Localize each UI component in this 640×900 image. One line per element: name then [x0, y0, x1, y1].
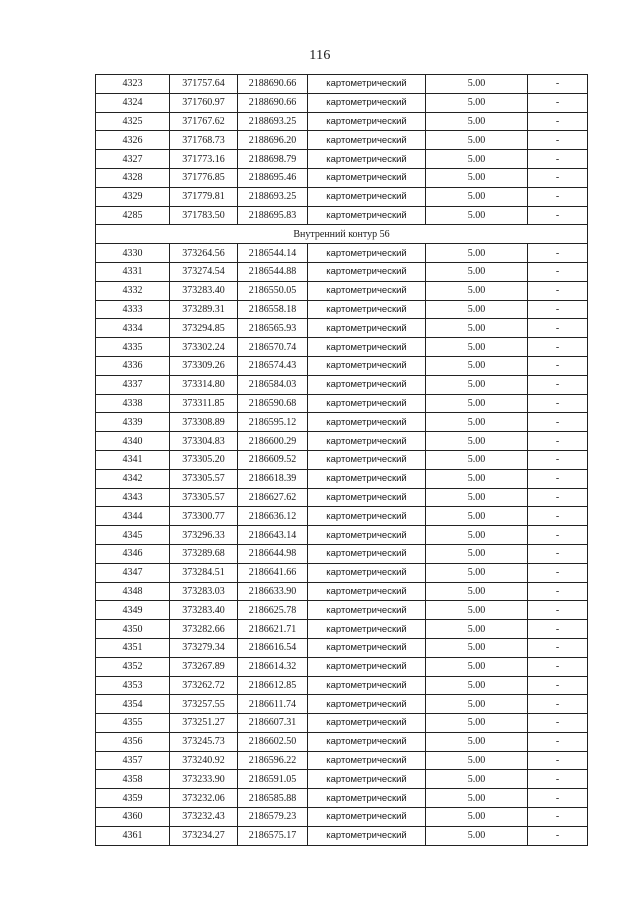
accuracy-value: 5.00: [426, 751, 528, 770]
point-description: -: [528, 338, 588, 357]
table-row: [96, 131, 588, 150]
point-number: 4335: [96, 338, 170, 357]
accuracy-value: 5.00: [426, 112, 528, 131]
point-description: -: [528, 601, 588, 620]
accuracy-value: 5.00: [426, 789, 528, 808]
table-row: [96, 168, 588, 187]
section-title: Внутренний контур 56: [96, 225, 588, 244]
table-row: [96, 300, 588, 319]
point-description: -: [528, 450, 588, 469]
table-row: [96, 375, 588, 394]
point-description: -: [528, 582, 588, 601]
coord-x: 371776.85: [170, 168, 238, 187]
table-row: [96, 319, 588, 338]
coord-y: 2186621.71: [238, 620, 308, 639]
point-description: -: [528, 676, 588, 695]
point-description: -: [528, 187, 588, 206]
point-number: 4344: [96, 507, 170, 526]
table-row: [96, 488, 588, 507]
rows-before-section: [96, 75, 588, 225]
point-number: 4351: [96, 638, 170, 657]
point-number: 4341: [96, 450, 170, 469]
coord-x: 373267.89: [170, 657, 238, 676]
coord-y: 2186595.12: [238, 413, 308, 432]
determination-method: картометрический: [308, 507, 426, 526]
point-description: -: [528, 244, 588, 263]
coord-x: 371779.81: [170, 187, 238, 206]
determination-method: картометрический: [308, 789, 426, 808]
coord-x: 373234.27: [170, 826, 238, 845]
point-number: 4355: [96, 714, 170, 733]
point-number: 4342: [96, 469, 170, 488]
coord-y: 2186584.03: [238, 375, 308, 394]
point-description: -: [528, 657, 588, 676]
coord-y: 2186612.85: [238, 676, 308, 695]
determination-method: картометрический: [308, 469, 426, 488]
table-row: [96, 789, 588, 808]
coord-y: 2188690.66: [238, 93, 308, 112]
accuracy-value: 5.00: [426, 544, 528, 563]
coord-x: 373305.57: [170, 469, 238, 488]
coord-x: 373294.85: [170, 319, 238, 338]
determination-method: картометрический: [308, 620, 426, 639]
coord-y: 2186570.74: [238, 338, 308, 357]
point-description: -: [528, 206, 588, 225]
accuracy-value: 5.00: [426, 695, 528, 714]
determination-method: картометрический: [308, 826, 426, 845]
point-description: -: [528, 526, 588, 545]
coord-x: 373251.27: [170, 714, 238, 733]
point-number: 4337: [96, 375, 170, 394]
point-description: -: [528, 112, 588, 131]
table-row: [96, 714, 588, 733]
accuracy-value: 5.00: [426, 131, 528, 150]
coord-x: 373232.06: [170, 789, 238, 808]
accuracy-value: 5.00: [426, 526, 528, 545]
point-description: -: [528, 150, 588, 169]
determination-method: картометрический: [308, 75, 426, 94]
accuracy-value: 5.00: [426, 375, 528, 394]
accuracy-value: 5.00: [426, 638, 528, 657]
accuracy-value: 5.00: [426, 620, 528, 639]
point-description: -: [528, 394, 588, 413]
point-number: 4339: [96, 413, 170, 432]
determination-method: картометрический: [308, 676, 426, 695]
point-number: 4354: [96, 695, 170, 714]
determination-method: картометрический: [308, 93, 426, 112]
coord-y: 2186591.05: [238, 770, 308, 789]
accuracy-value: 5.00: [426, 206, 528, 225]
determination-method: картометрический: [308, 394, 426, 413]
point-description: -: [528, 714, 588, 733]
coord-y: 2186627.62: [238, 488, 308, 507]
point-description: -: [528, 262, 588, 281]
coord-y: 2186590.68: [238, 394, 308, 413]
point-description: -: [528, 469, 588, 488]
point-number: 4343: [96, 488, 170, 507]
coord-y: 2186644.98: [238, 544, 308, 563]
accuracy-value: 5.00: [426, 75, 528, 94]
accuracy-value: 5.00: [426, 150, 528, 169]
table-row: [96, 338, 588, 357]
coord-y: 2188695.83: [238, 206, 308, 225]
coord-x: 373282.66: [170, 620, 238, 639]
table-row: [96, 638, 588, 657]
coord-x: 373308.89: [170, 413, 238, 432]
point-number: 4358: [96, 770, 170, 789]
point-number: 4327: [96, 150, 170, 169]
accuracy-value: 5.00: [426, 469, 528, 488]
determination-method: картометрический: [308, 187, 426, 206]
accuracy-value: 5.00: [426, 300, 528, 319]
point-description: -: [528, 507, 588, 526]
point-number: 4285: [96, 206, 170, 225]
table-row: [96, 563, 588, 582]
coord-x: 373284.51: [170, 563, 238, 582]
point-number: 4347: [96, 563, 170, 582]
point-description: -: [528, 356, 588, 375]
accuracy-value: 5.00: [426, 732, 528, 751]
accuracy-value: 5.00: [426, 187, 528, 206]
coord-x: 373300.77: [170, 507, 238, 526]
table-row: [96, 394, 588, 413]
point-number: 4331: [96, 262, 170, 281]
point-description: -: [528, 300, 588, 319]
table-row: [96, 620, 588, 639]
coord-y: 2186609.52: [238, 450, 308, 469]
point-number: 4352: [96, 657, 170, 676]
table-row: [96, 206, 588, 225]
accuracy-value: 5.00: [426, 338, 528, 357]
table-row: [96, 112, 588, 131]
point-number: 4361: [96, 826, 170, 845]
coord-y: 2186602.50: [238, 732, 308, 751]
point-description: -: [528, 808, 588, 827]
point-description: -: [528, 375, 588, 394]
determination-method: картометрический: [308, 244, 426, 263]
point-description: -: [528, 168, 588, 187]
point-number: 4348: [96, 582, 170, 601]
coord-x: 373279.34: [170, 638, 238, 657]
table-row: [96, 808, 588, 827]
determination-method: картометрический: [308, 751, 426, 770]
point-number: 4353: [96, 676, 170, 695]
determination-method: картометрический: [308, 808, 426, 827]
determination-method: картометрический: [308, 356, 426, 375]
point-description: -: [528, 826, 588, 845]
point-number: 4357: [96, 751, 170, 770]
coord-y: 2186625.78: [238, 601, 308, 620]
determination-method: картометрический: [308, 732, 426, 751]
determination-method: картометрический: [308, 714, 426, 733]
coord-y: 2186579.23: [238, 808, 308, 827]
determination-method: картометрический: [308, 526, 426, 545]
coord-y: 2188690.66: [238, 75, 308, 94]
accuracy-value: 5.00: [426, 262, 528, 281]
coord-x: 373309.26: [170, 356, 238, 375]
point-description: -: [528, 638, 588, 657]
point-description: -: [528, 620, 588, 639]
accuracy-value: 5.00: [426, 657, 528, 676]
accuracy-value: 5.00: [426, 319, 528, 338]
point-description: -: [528, 770, 588, 789]
point-description: -: [528, 789, 588, 808]
coord-y: 2188696.20: [238, 131, 308, 150]
table-row: [96, 262, 588, 281]
coord-x: 373289.31: [170, 300, 238, 319]
coord-y: 2186636.12: [238, 507, 308, 526]
point-number: 4323: [96, 75, 170, 94]
determination-method: картометрический: [308, 450, 426, 469]
point-number: 4334: [96, 319, 170, 338]
table-row: [96, 676, 588, 695]
coord-y: 2188693.25: [238, 112, 308, 131]
coord-y: 2186544.14: [238, 244, 308, 263]
point-number: 4332: [96, 281, 170, 300]
determination-method: картометрический: [308, 281, 426, 300]
coord-y: 2188695.46: [238, 168, 308, 187]
accuracy-value: 5.00: [426, 413, 528, 432]
point-number: 4333: [96, 300, 170, 319]
coord-x: 371773.16: [170, 150, 238, 169]
point-number: 4324: [96, 93, 170, 112]
determination-method: картометрический: [308, 338, 426, 357]
coord-y: 2186575.17: [238, 826, 308, 845]
coord-x: 371767.62: [170, 112, 238, 131]
coord-x: 373264.56: [170, 244, 238, 263]
table-row: [96, 244, 588, 263]
coord-y: 2186641.66: [238, 563, 308, 582]
point-number: 4338: [96, 394, 170, 413]
table-row: [96, 413, 588, 432]
table-row: [96, 75, 588, 94]
point-description: -: [528, 75, 588, 94]
table-row: [96, 751, 588, 770]
point-number: 4330: [96, 244, 170, 263]
point-number: 4346: [96, 544, 170, 563]
point-description: -: [528, 488, 588, 507]
point-description: -: [528, 544, 588, 563]
coord-x: 371768.73: [170, 131, 238, 150]
coord-y: 2186616.54: [238, 638, 308, 657]
determination-method: картометрический: [308, 112, 426, 131]
coord-y: 2186611.74: [238, 695, 308, 714]
coord-x: 371783.50: [170, 206, 238, 225]
table-row: [96, 732, 588, 751]
accuracy-value: 5.00: [426, 676, 528, 695]
coord-y: 2186565.93: [238, 319, 308, 338]
determination-method: картометрический: [308, 544, 426, 563]
point-description: -: [528, 413, 588, 432]
coord-x: 373314.80: [170, 375, 238, 394]
table-row: [96, 582, 588, 601]
determination-method: картометрический: [308, 300, 426, 319]
determination-method: картометрический: [308, 413, 426, 432]
coord-x: 373302.24: [170, 338, 238, 357]
coord-y: 2186618.39: [238, 469, 308, 488]
table-row: [96, 657, 588, 676]
accuracy-value: 5.00: [426, 394, 528, 413]
determination-method: картометрический: [308, 319, 426, 338]
point-description: -: [528, 93, 588, 112]
determination-method: картометрический: [308, 150, 426, 169]
coord-y: 2186558.18: [238, 300, 308, 319]
coord-x: 373283.40: [170, 601, 238, 620]
coord-x: 373240.92: [170, 751, 238, 770]
section-header-group: [96, 225, 588, 244]
section-header-row: [96, 225, 588, 244]
table-row: [96, 601, 588, 620]
table-row: [96, 150, 588, 169]
coord-y: 2188698.79: [238, 150, 308, 169]
coord-x: 373274.54: [170, 262, 238, 281]
accuracy-value: 5.00: [426, 488, 528, 507]
point-number: 4359: [96, 789, 170, 808]
accuracy-value: 5.00: [426, 507, 528, 526]
accuracy-value: 5.00: [426, 244, 528, 263]
table-row: [96, 544, 588, 563]
coord-x: 371760.97: [170, 93, 238, 112]
coord-x: 373233.90: [170, 770, 238, 789]
point-number: 4328: [96, 168, 170, 187]
coord-x: 373311.85: [170, 394, 238, 413]
determination-method: картометрический: [308, 432, 426, 451]
point-description: -: [528, 751, 588, 770]
determination-method: картометрический: [308, 695, 426, 714]
accuracy-value: 5.00: [426, 582, 528, 601]
coord-y: 2186596.22: [238, 751, 308, 770]
coord-x: 373304.83: [170, 432, 238, 451]
coord-y: 2186544.88: [238, 262, 308, 281]
determination-method: картометрический: [308, 131, 426, 150]
point-number: 4340: [96, 432, 170, 451]
coord-x: 373262.72: [170, 676, 238, 695]
coord-y: 2188693.25: [238, 187, 308, 206]
accuracy-value: 5.00: [426, 281, 528, 300]
coord-x: 373305.57: [170, 488, 238, 507]
table-row: [96, 826, 588, 845]
table-row: [96, 93, 588, 112]
point-number: 4356: [96, 732, 170, 751]
page-number: 116: [309, 48, 331, 63]
table-row: [96, 432, 588, 451]
determination-method: картометрический: [308, 168, 426, 187]
table-row: [96, 526, 588, 545]
table-row: [96, 507, 588, 526]
accuracy-value: 5.00: [426, 93, 528, 112]
determination-method: картометрический: [308, 601, 426, 620]
accuracy-value: 5.00: [426, 714, 528, 733]
accuracy-value: 5.00: [426, 826, 528, 845]
determination-method: картометрический: [308, 262, 426, 281]
accuracy-value: 5.00: [426, 808, 528, 827]
coord-x: 371757.64: [170, 75, 238, 94]
point-number: 4325: [96, 112, 170, 131]
point-number: 4329: [96, 187, 170, 206]
point-description: -: [528, 281, 588, 300]
point-number: 4345: [96, 526, 170, 545]
coord-y: 2186600.29: [238, 432, 308, 451]
accuracy-value: 5.00: [426, 770, 528, 789]
table-row: [96, 450, 588, 469]
coord-x: 373257.55: [170, 695, 238, 714]
determination-method: картометрический: [308, 375, 426, 394]
table-row: [96, 770, 588, 789]
coordinates-table: [95, 74, 588, 846]
table-row: [96, 187, 588, 206]
coord-x: 373283.40: [170, 281, 238, 300]
point-description: -: [528, 732, 588, 751]
point-description: -: [528, 319, 588, 338]
accuracy-value: 5.00: [426, 450, 528, 469]
coord-y: 2186643.14: [238, 526, 308, 545]
table-row: [96, 281, 588, 300]
determination-method: картометрический: [308, 488, 426, 507]
point-number: 4360: [96, 808, 170, 827]
coord-x: 373296.33: [170, 526, 238, 545]
accuracy-value: 5.00: [426, 563, 528, 582]
point-number: 4326: [96, 131, 170, 150]
determination-method: картометрический: [308, 563, 426, 582]
coord-x: 373245.73: [170, 732, 238, 751]
accuracy-value: 5.00: [426, 432, 528, 451]
table-row: [96, 469, 588, 488]
determination-method: картометрический: [308, 206, 426, 225]
point-number: 4349: [96, 601, 170, 620]
point-description: -: [528, 432, 588, 451]
point-description: -: [528, 563, 588, 582]
accuracy-value: 5.00: [426, 356, 528, 375]
determination-method: картометрический: [308, 638, 426, 657]
accuracy-value: 5.00: [426, 601, 528, 620]
coord-y: 2186607.31: [238, 714, 308, 733]
coord-y: 2186550.05: [238, 281, 308, 300]
coord-x: 373283.03: [170, 582, 238, 601]
point-description: -: [528, 131, 588, 150]
determination-method: картометрический: [308, 657, 426, 676]
rows-after-section: [96, 244, 588, 846]
coord-y: 2186574.43: [238, 356, 308, 375]
coord-y: 2186585.88: [238, 789, 308, 808]
coord-x: 373289.68: [170, 544, 238, 563]
coord-y: 2186633.90: [238, 582, 308, 601]
table-row: [96, 356, 588, 375]
determination-method: картометрический: [308, 770, 426, 789]
determination-method: картометрический: [308, 582, 426, 601]
point-number: 4336: [96, 356, 170, 375]
coord-y: 2186614.32: [238, 657, 308, 676]
point-number: 4350: [96, 620, 170, 639]
coord-x: 373305.20: [170, 450, 238, 469]
point-description: -: [528, 695, 588, 714]
table-row: [96, 695, 588, 714]
accuracy-value: 5.00: [426, 168, 528, 187]
coord-x: 373232.43: [170, 808, 238, 827]
